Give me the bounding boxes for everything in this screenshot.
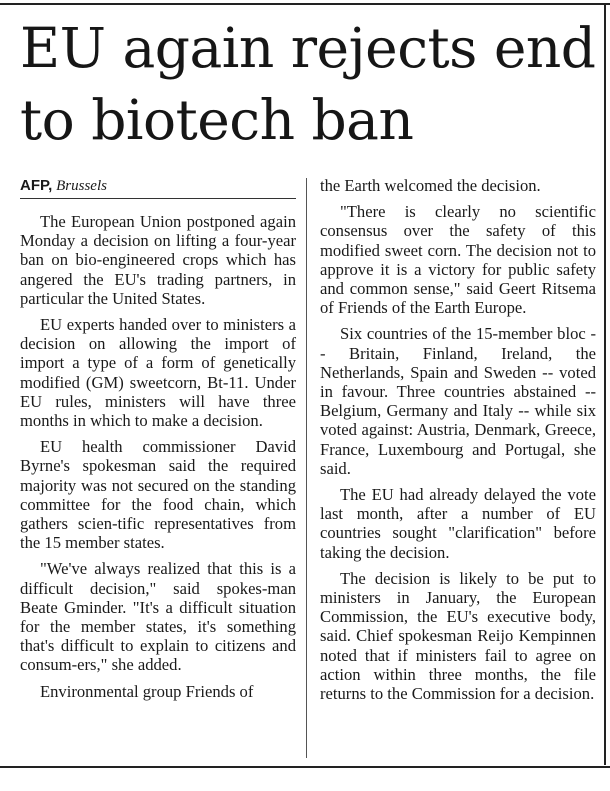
paragraph: EU health commissioner David Byrne's spokesman said the required majority was not secured on the standing committee for the food chain, which gathers scien-tific representatives from the 15 member states. [20, 437, 296, 553]
byline-rule [20, 198, 296, 199]
paragraph: "We've always realized that this is a difficult decision," said spokes-man Beate Gminder. "It's a difficult situation for the member states, it's something that's difficult to explain to citizens and consum-ers," she added. [20, 559, 296, 675]
paragraph: The European Union postponed again Monday a decision on lifting a four-year ban on bio-engineered crops which has angered the EU's trading partners, in particular the United States. [20, 212, 296, 308]
bottom-border-rule [0, 766, 610, 768]
article-left-column [20, 212, 296, 708]
byline-agency: AFP, [20, 177, 53, 194]
paragraph-continuation: the Earth welcomed the decision. [320, 176, 541, 195]
paragraph: The EU had already delayed the vote last month, after a number of EU countries sought "clarification" before taking the decision. [320, 485, 596, 562]
top-border-rule [0, 3, 610, 5]
right-border-rule [604, 3, 606, 765]
paragraph: The decision is likely to be put to ministers in January, the European Commission, the EU's executive body, said. Chief spokesman Reijo Kempinnen noted that if ministers fail to agree on action within three months, the file returns to the Commission for a decision. [320, 568, 596, 704]
paragraph: Six countries of the 15-member bloc -- Britain, Finland, Ireland, the Netherlands, Spain and Sweden -- voted in favour. Three countries abstained -- Belgium, Germany and Italy -- while six voted against: Austria, Denmark, Greece, France, Luxembourg and Portugal, she said. [320, 324, 596, 478]
column-divider [306, 178, 307, 758]
paragraph: EU experts handed over to ministers a decision on allowing the import of import a type of a form of genetically modified (GM) sweetcorn, Bt-11. Under EU rules, ministers will have three months in which to make a decision. [20, 315, 296, 431]
paragraph: "There is clearly no scientific consensus over the safety of this modified sweet corn. The decision not to approve it is a victory for public safety and common sense," said Geert Ritsema of Friends of the Earth Europe. [320, 202, 596, 318]
article-right-column [320, 176, 596, 710]
headline: EU again rejects end to biotech ban [20, 16, 596, 152]
paragraph: Environmental group Friends of [40, 681, 254, 701]
byline-place: Brussels [56, 178, 107, 194]
byline [20, 176, 107, 195]
